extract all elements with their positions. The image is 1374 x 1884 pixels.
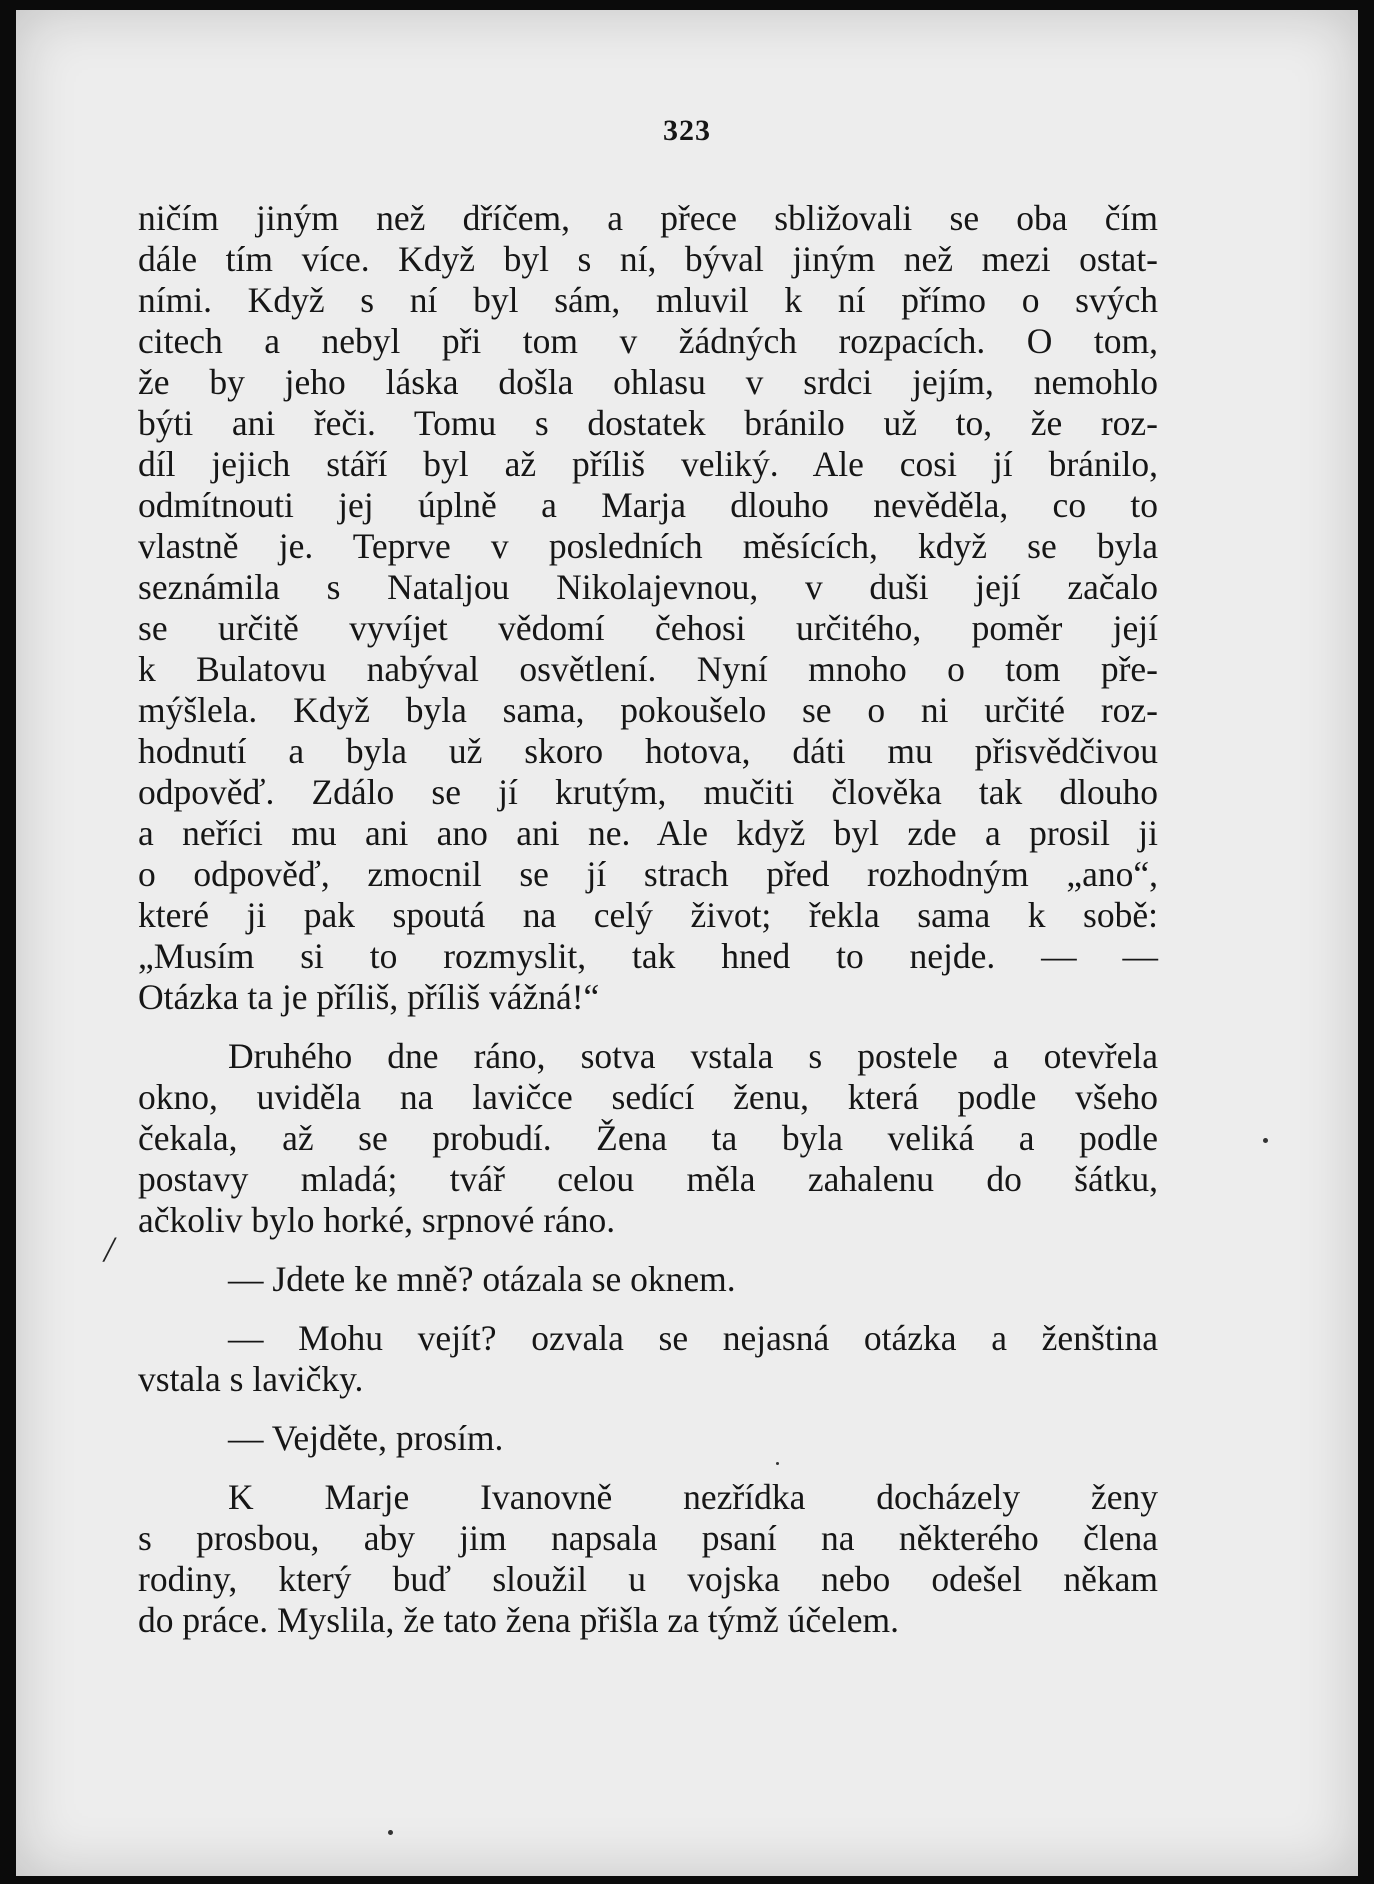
body-text — [138, 198, 1158, 1641]
paragraph-gap — [138, 1241, 1158, 1259]
text-line: seznámila s Nataljou Nikolajevnou, v duši její začalo — [138, 567, 1158, 607]
paragraph — [138, 1036, 1158, 1241]
paragraph-gap — [138, 1459, 1158, 1477]
book-page — [16, 10, 1358, 1876]
paragraph-gap — [138, 1400, 1158, 1418]
text-line: že by jeho láska došla ohlasu v srdci jejím, nemohlo — [138, 362, 1158, 402]
text-line: Otázka ta je příliš, příliš vážná!“ — [138, 977, 600, 1017]
text-line: — Vejděte, prosím. — [228, 1418, 504, 1458]
text-line: odmítnouti jej úplně a Marja dlouho nevěděla, co to — [138, 485, 1158, 525]
text-line: — Mohu vejít? ozvala se nejasná otázka a ženština — [228, 1318, 1158, 1358]
text-line: býti ani řeči. Tomu s dostatek bránilo už to, že roz- — [138, 403, 1158, 443]
text-line: k Bulatovu nabýval osvětlení. Nyní mnoho o tom pře- — [138, 649, 1158, 689]
text-line: díl jejich stáří byl až příliš veliký. Ale cosi jí bránilo, — [138, 444, 1158, 484]
paragraph — [138, 1318, 1158, 1400]
text-line: — Jdete ke mně? otázala se oknem. — [228, 1259, 736, 1299]
text-line: Druhého dne ráno, sotva vstala s postele a otevřela — [228, 1036, 1158, 1076]
print-speck — [776, 1462, 779, 1465]
text-line: s prosbou, aby jim napsala psaní na některého člena — [138, 1518, 1158, 1558]
text-line: ačkoliv bylo horké, srpnové ráno. — [138, 1200, 616, 1240]
text-line: dále tím více. Když byl s ní, býval jiným než mezi ostat- — [138, 239, 1158, 279]
text-line: vlastně je. Teprve v posledních měsících, když se byla — [138, 526, 1158, 566]
print-speck — [388, 1830, 393, 1835]
paragraph — [138, 1418, 1158, 1459]
text-line: postavy mladá; tvář celou měla zahalenu do šátku, — [138, 1159, 1158, 1199]
text-line: „Musím si to rozmyslit, tak hned to nejde. — — — [138, 936, 1158, 976]
margin-mark: / — [104, 1229, 115, 1269]
text-line: do práce. Myslila, že tato žena přišla za týmž účelem. — [138, 1600, 899, 1640]
paragraph — [138, 1259, 1158, 1300]
text-line: mýšlela. Když byla sama, pokoušelo se o ni určité roz- — [138, 690, 1158, 730]
text-line: vstala s lavičky. — [138, 1359, 364, 1399]
paragraph — [138, 198, 1158, 1018]
text-line: okno, uviděla na lavičce sedící ženu, která podle všeho — [138, 1077, 1158, 1117]
paragraph-gap — [138, 1300, 1158, 1318]
page-number: 323 — [663, 114, 711, 147]
text-line: se určitě vyvíjet vědomí čehosi určitého, poměr její — [138, 608, 1158, 648]
text-line: ničím jiným než dříčem, a přece sbližovali se oba čím — [138, 198, 1158, 238]
text-line: K Marje Ivanovně nezřídka docházely ženy — [228, 1477, 1158, 1517]
paragraph-gap — [138, 1018, 1158, 1036]
text-line: o odpověď, zmocnil se jí strach před rozhodným „ano“, — [138, 854, 1158, 894]
paragraph — [138, 1477, 1158, 1641]
text-line: které ji pak spoutá na celý život; řekla sama k sobě: — [138, 895, 1158, 935]
text-line: ními. Když s ní byl sám, mluvil k ní přímo o svých — [138, 280, 1158, 320]
text-line: čekala, až se probudí. Žena ta byla veliká a podle — [138, 1118, 1158, 1158]
text-line: rodiny, který buď sloužil u vojska nebo odešel někam — [138, 1559, 1158, 1599]
text-line: a neříci mu ani ano ani ne. Ale když byl zde a prosil ji — [138, 813, 1158, 853]
text-line: odpověď. Zdálo se jí krutým, mučiti člověka tak dlouho — [138, 772, 1158, 812]
print-speck — [1263, 1138, 1268, 1143]
text-line: hodnutí a byla už skoro hotova, dáti mu přisvědčivou — [138, 731, 1158, 771]
text-line: citech a nebyl při tom v žádných rozpacích. O tom, — [138, 321, 1158, 361]
